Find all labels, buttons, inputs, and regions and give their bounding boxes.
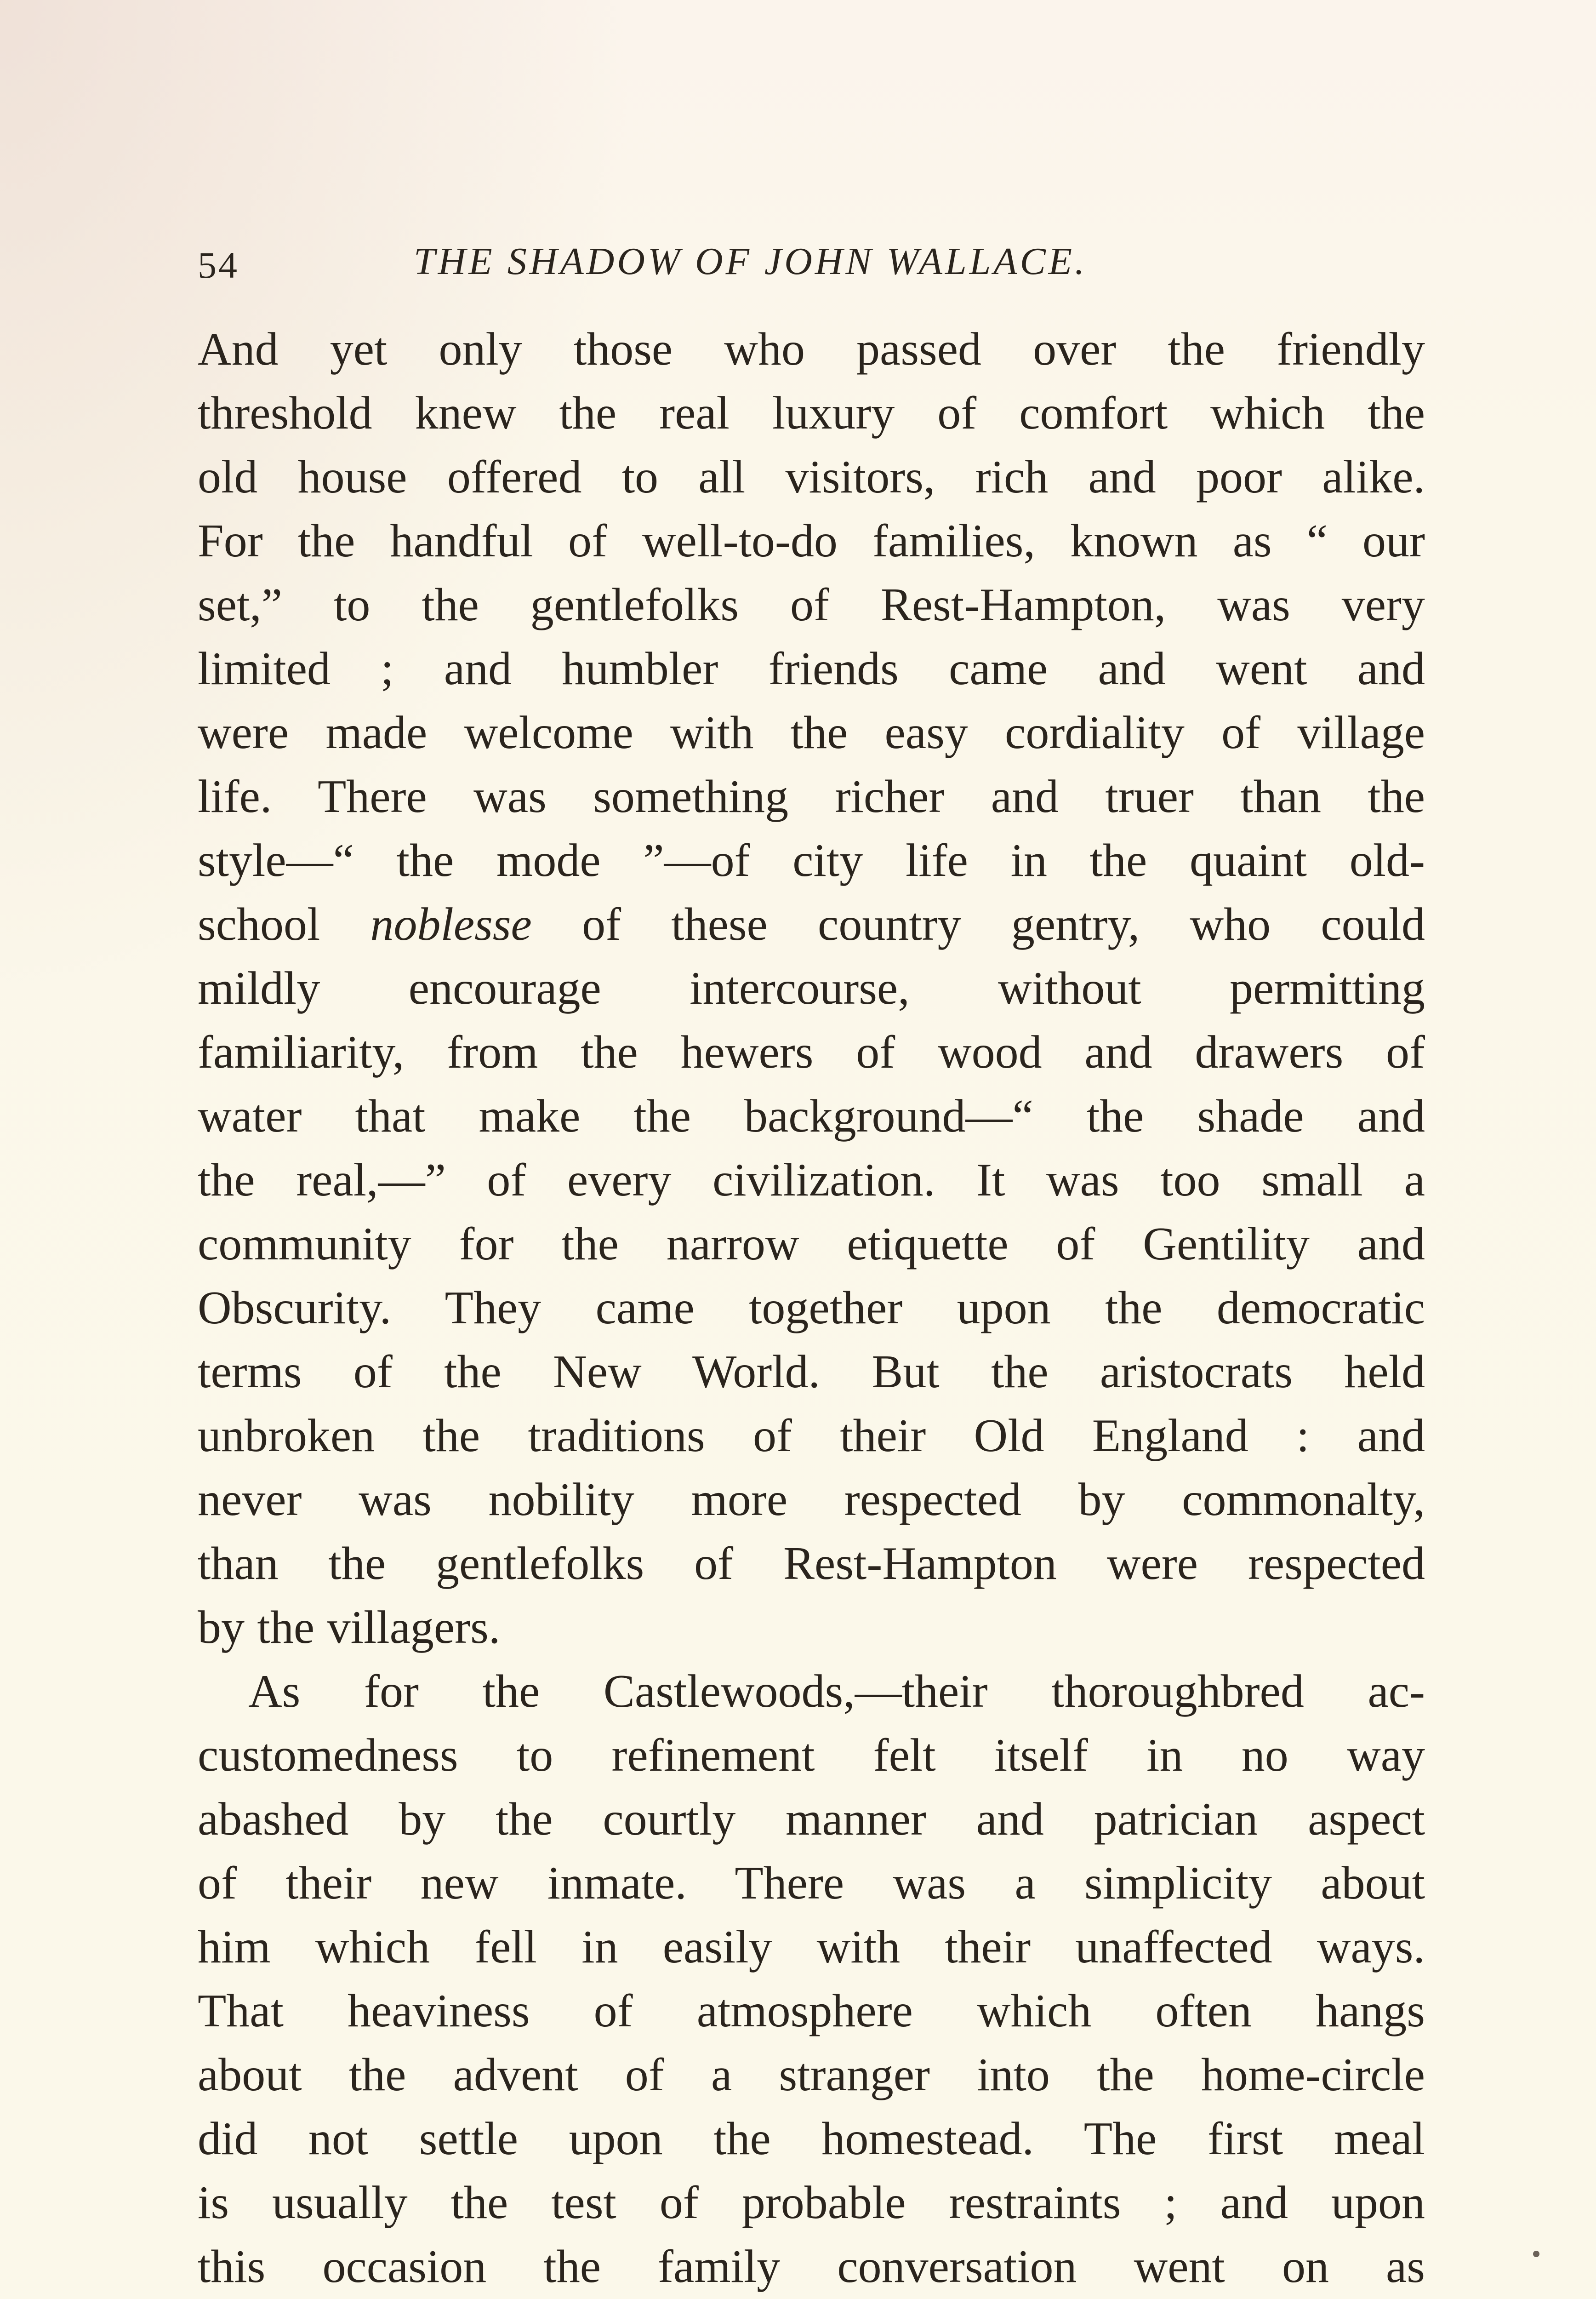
paragraph-start-line: As for the Castlewoods,—their thoroughbred ac-: [248, 1665, 1425, 1717]
text-line: familiarity, from the hewers of wood and drawers of: [198, 1026, 1425, 1078]
text-line: life. There was something richer and truer than the: [198, 771, 1425, 823]
text-line: style—“ the mode ”—of city life in the quaint old-: [198, 835, 1425, 886]
text-line: set,” to the gentlefolks of Rest-Hampton, was very: [198, 579, 1425, 631]
body-text: [198, 317, 1425, 2299]
text-line: And yet only those who passed over the friendly: [198, 323, 1425, 375]
page-number: 54: [198, 244, 239, 286]
text-line: For the handful of well-to-do families, known as “ our: [198, 515, 1425, 567]
text-line: about the advent of a stranger into the home-circle: [198, 2049, 1425, 2101]
text-line: mildly encourage intercourse, without permitting: [198, 962, 1425, 1014]
text-segment: school: [198, 898, 320, 950]
text-line: of their new inmate. There was a simplicity about: [198, 1857, 1425, 1909]
text-line-mixed: [198, 892, 1425, 956]
paragraph-end-line: by the villagers.: [198, 1601, 501, 1653]
text-line: did not settle upon the homestead. The first meal: [198, 2113, 1425, 2165]
text-line: than the gentlefolks of Rest-Hampton were respected: [198, 1538, 1425, 1590]
text-line: Obscurity. They came together upon the democratic: [198, 1282, 1425, 1334]
italic-word: noblesse: [370, 898, 532, 950]
text-line: threshold knew the real luxury of comfort which the: [198, 387, 1425, 439]
text-line: water that make the background—“ the shade and: [198, 1090, 1425, 1142]
text-line: were made welcome with the easy cordiality of village: [198, 707, 1425, 759]
text-line: limited ; and humbler friends came and went and: [198, 643, 1425, 695]
text-line: abashed by the courtly manner and patrician aspect: [198, 1793, 1425, 1845]
text-line: the real,—” of every civilization. It was too small a: [198, 1154, 1425, 1206]
text-line: is usually the test of probable restraints ; and upon: [198, 2177, 1425, 2229]
text-line: never was nobility more respected by commonalty,: [198, 1474, 1425, 1526]
text-segment: of these country gentry, who could: [582, 898, 1425, 950]
text-line: customedness to refinement felt itself in no way: [198, 1729, 1425, 1781]
text-line: unbroken the traditions of their Old England : and: [198, 1410, 1425, 1462]
text-line: him which fell in easily with their unaffected ways.: [198, 1921, 1425, 1973]
text-line: community for the narrow etiquette of Gentility and: [198, 1218, 1425, 1270]
text-line: That heaviness of atmosphere which often hangs: [198, 1985, 1425, 2037]
text-line: this occasion the family conversation went on as: [198, 2241, 1425, 2293]
text-line: terms of the New World. But the aristocrats held: [198, 1346, 1425, 1398]
text-line: old house offered to all visitors, rich and poor alike.: [198, 451, 1425, 503]
running-head: [193, 230, 1420, 294]
running-title: THE SHADOW OF JOHN WALLACE.: [414, 240, 1088, 283]
ink-speck: [1533, 2251, 1539, 2257]
